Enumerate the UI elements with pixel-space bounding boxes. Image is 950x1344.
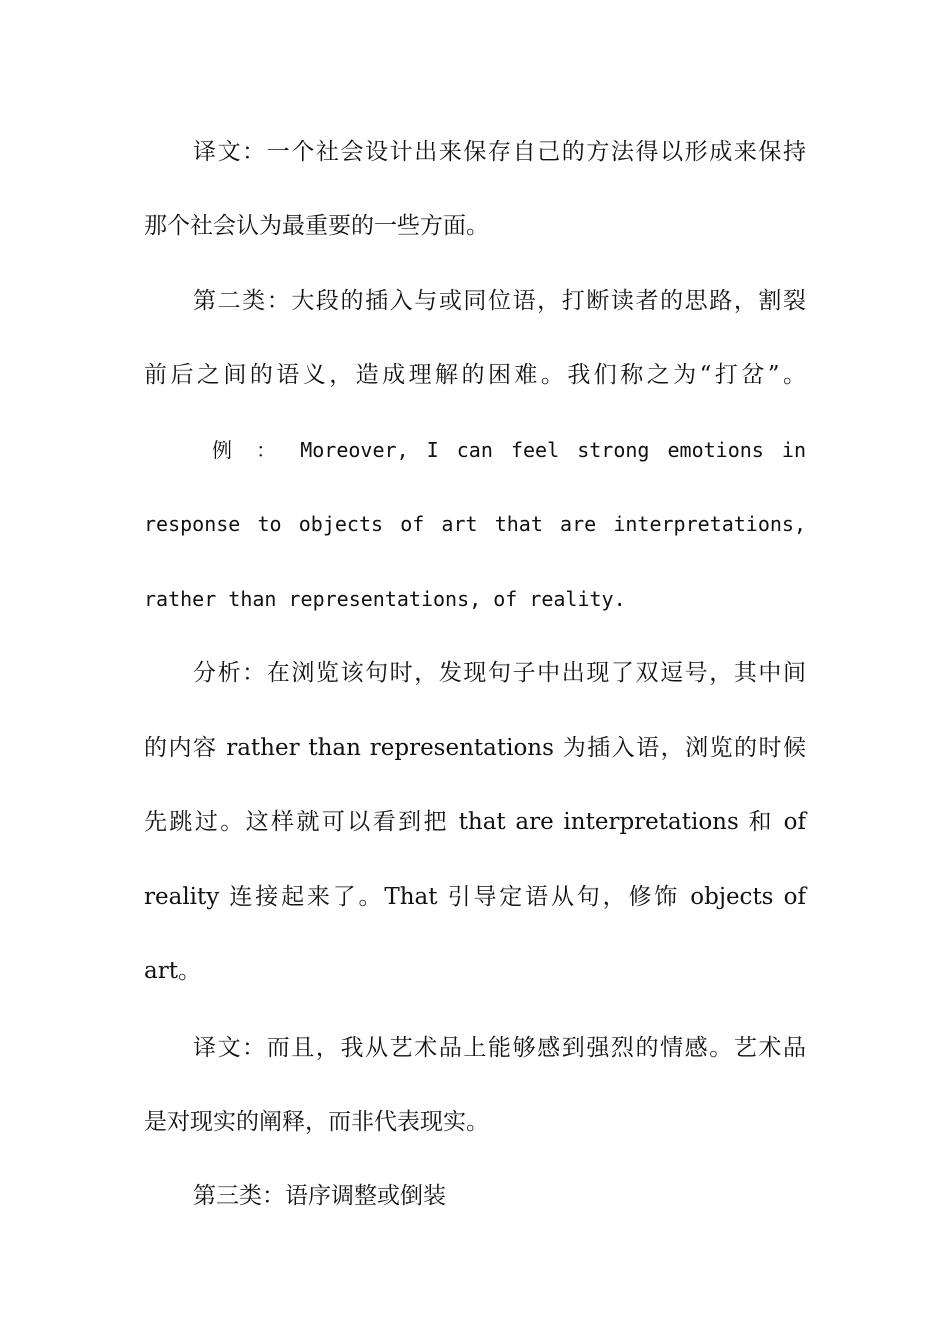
- section-heading-3: 第三类：语序调整或倒装: [193, 1183, 446, 1209]
- analysis-line-4: reality 连接起来了。That 引导定语从句，修饰 objects of: [144, 884, 806, 910]
- translation-line-2: 是对现实的阐释，而非代表现实。: [144, 1109, 489, 1135]
- paragraph-line-1: 译文：一个社会设计出来保存自己的方法得以形成来保持: [193, 139, 806, 165]
- example-line-2: response to objects of art that are interpretations,: [144, 512, 806, 536]
- translation-line-1: 译文：而且，我从艺术品上能够感到强烈的情感。艺术品: [193, 1035, 806, 1061]
- analysis-line-3: 先跳过。这样就可以看到把 that are interpretations 和 of: [144, 809, 806, 835]
- analysis-line-1: 分析：在浏览该句时，发现句子中出现了双逗号，其中间: [193, 660, 806, 686]
- paragraph-line-3: 第二类：大段的插入与或同位语，打断读者的思路，割裂: [193, 288, 806, 314]
- paragraph-line-4: 前后之间的语义，造成理解的困难。我们称之为“打岔”。: [144, 362, 806, 388]
- analysis-line-2: 的内容 rather than representations 为插入语，浏览的时候: [144, 735, 806, 761]
- paragraph-line-2: 那个社会认为最重要的一些方面。: [144, 213, 489, 239]
- analysis-line-5: art。: [144, 958, 201, 984]
- example-line-1: 例 ： Moreover, I can feel strong emotions in: [212, 438, 806, 462]
- example-line-3: rather than representations, of reality.: [144, 587, 626, 611]
